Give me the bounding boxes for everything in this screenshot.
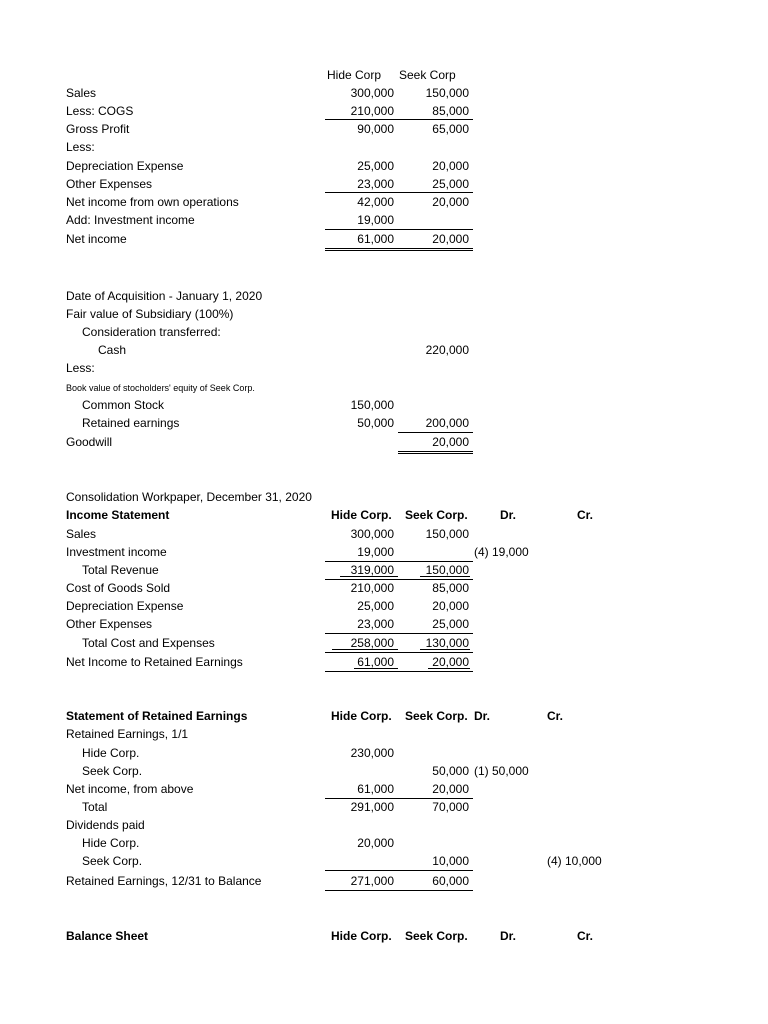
value-cell: 20,000 [432,782,469,796]
row-label: Hide Corp. [82,746,140,760]
value-cell: 61,000 [357,655,394,669]
common-stock-value: 150,000 [350,398,394,412]
col-header-hide: Hide Corp [327,68,382,82]
value-cell: 25,000 [357,599,394,613]
row-label: Sales [66,527,97,541]
row-label: Hide Corp. [82,836,140,850]
value-cell: 25,000 [432,177,469,191]
underline [398,432,473,433]
value-cell: 271,000 [350,874,394,888]
row-label: Retained Earnings, 1/1 [66,727,189,741]
row-label: Net income [66,232,127,246]
value-cell: 300,000 [350,86,394,100]
row-label: Seek Corp. [82,764,143,778]
value-cell: 61,000 [357,782,394,796]
equity-total-value: 200,000 [425,416,469,430]
value-cell: 23,000 [357,177,394,191]
underline [325,633,473,634]
goodwill-label: Goodwill [66,435,113,449]
value-cell: 150,000 [425,527,469,541]
value-cell: 210,000 [350,104,394,118]
value-cell: 20,000 [432,232,469,246]
workpaper-title: Consolidation Workpaper, December 31, 2020 [66,490,312,504]
value-cell: 291,000 [350,800,394,814]
value-cell: 19,000 [357,213,394,227]
value-cell: 20,000 [432,195,469,209]
col-header-seek: Seek Corp [399,68,456,82]
value-cell: 210,000 [350,581,394,595]
row-label: Net income, from above [66,782,194,796]
value-cell: 150,000 [425,563,469,577]
balance-sheet-header: Balance Sheet [66,929,149,943]
row-label: Other Expenses [66,177,153,191]
value-cell: 20,000 [432,159,469,173]
value-cell: 10,000 [432,854,469,868]
value-cell: 25,000 [357,159,394,173]
book-value-label: Book value of stocholders' equity of Seek Corp. [66,383,255,393]
underline [420,649,470,650]
underline [428,668,470,669]
col-header-dr: Dr. [500,508,517,522]
value-cell: 90,000 [357,122,394,136]
value-cell: 319,000 [350,563,394,577]
value-cell: 230,000 [350,746,394,760]
row-label: Less: COGS [66,104,134,118]
underline [325,561,473,562]
value-cell: 25,000 [432,617,469,631]
row-label: Add: Investment income [66,213,195,227]
retained-value: 50,000 [357,416,394,430]
double-underline [398,451,473,454]
row-label: Gross Profit [66,122,130,136]
goodwill-value: 20,000 [432,435,469,449]
double-underline [325,248,473,251]
underline [340,576,398,577]
row-label: Retained Earnings, 12/31 to Balance [66,874,262,888]
value-cell: 85,000 [432,581,469,595]
row-label: Seek Corp. [82,854,143,868]
cash-value: 220,000 [425,343,469,357]
row-label: Total Revenue [82,563,159,577]
underline [325,579,473,580]
underline [325,890,473,891]
row-label: Depreciation Expense [66,599,184,613]
less-label: Less: [66,361,95,375]
acquisition-date: Date of Acquisition - January 1, 2020 [66,289,263,303]
underline [332,649,398,650]
row-label: Total Cost and Expenses [82,636,215,650]
underline [354,668,398,669]
col-header-seek: Seek Corp. [405,709,468,723]
col-header-cr: Cr. [577,929,594,943]
value-cell: 20,000 [357,836,394,850]
row-label: Investment income [66,545,167,559]
cr-entry: (4) 10,000 [547,854,602,868]
row-label: Cost of Goods Sold [66,581,171,595]
value-cell: 300,000 [350,527,394,541]
row-label: Total [82,800,108,814]
underline [325,229,473,230]
col-header-cr: Cr. [547,709,564,723]
col-header-cr: Cr. [577,508,594,522]
value-cell: 20,000 [432,655,469,669]
row-label: Net income from own operations [66,195,239,209]
col-header-dr: Dr. [500,929,517,943]
underline [325,119,473,120]
underline [325,192,473,193]
col-header-seek: Seek Corp. [405,508,468,522]
underline [325,798,473,799]
value-cell: 150,000 [425,86,469,100]
value-cell: 23,000 [357,617,394,631]
underline [325,652,473,653]
col-header-dr: Dr. [474,709,491,723]
underline [325,870,473,871]
dr-entry: (1) 50,000 [474,764,529,778]
value-cell: 50,000 [432,764,469,778]
fair-value-label: Fair value of Subsidiary (100%) [66,307,234,321]
value-cell: 20,000 [432,599,469,613]
value-cell: 60,000 [432,874,469,888]
cash-label: Cash [98,343,127,357]
dr-entry: (4) 19,000 [474,545,529,559]
col-header-hide: Hide Corp. [331,709,392,723]
retained-label: Retained earnings [82,416,180,430]
col-header-hide: Hide Corp. [331,508,392,522]
value-cell: 85,000 [432,104,469,118]
value-cell: 70,000 [432,800,469,814]
row-label: Sales [66,86,97,100]
value-cell: 65,000 [432,122,469,136]
income-statement-header: Income Statement [66,508,170,522]
underline [325,671,473,672]
value-cell: 258,000 [350,636,394,650]
value-cell: 130,000 [425,636,469,650]
row-label: Net Income to Retained Earnings [66,655,243,669]
col-header-hide: Hide Corp. [331,929,392,943]
row-label: Depreciation Expense [66,159,184,173]
row-label: Dividends paid [66,818,145,832]
consideration-label: Consideration transferred: [82,325,221,339]
underline [420,576,470,577]
row-label: Other Expenses [66,617,153,631]
value-cell: 42,000 [357,195,394,209]
common-stock-label: Common Stock [82,398,165,412]
value-cell: 19,000 [357,545,394,559]
col-header-seek: Seek Corp. [405,929,468,943]
row-label: Less: [66,140,95,154]
value-cell: 61,000 [357,232,394,246]
retained-statement-header: Statement of Retained Earnings [66,709,248,723]
